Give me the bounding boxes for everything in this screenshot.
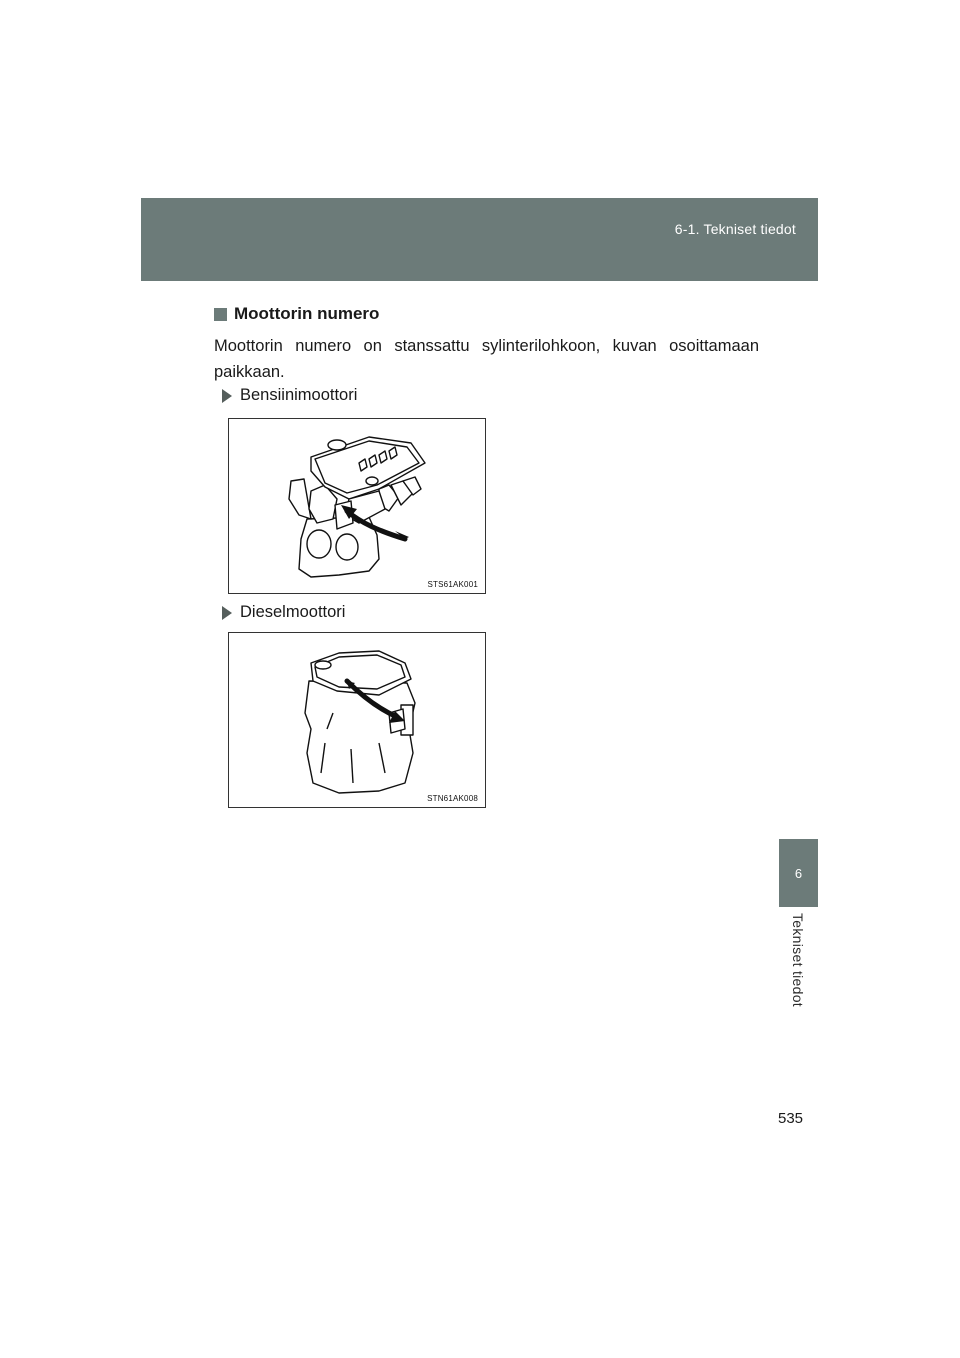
square-bullet-icon <box>214 308 227 321</box>
figure-diesel-engine <box>228 632 486 808</box>
item-diesel-label: Dieselmoottori <box>240 603 346 621</box>
chapter-number: 6 <box>794 865 803 881</box>
heading-text: Moottorin numero <box>234 304 380 323</box>
triangle-bullet-icon <box>222 389 232 403</box>
chapter-tab[interactable] <box>779 839 818 907</box>
triangle-bullet-icon <box>222 606 232 620</box>
item-petrol-label: Bensiinimoottori <box>240 386 358 404</box>
section-title: 6-1. Tekniset tiedot <box>674 221 796 237</box>
figure-code-petrol: STS61AK001 <box>427 580 478 589</box>
diesel-engine-illustration <box>229 633 485 807</box>
page-number: 535 <box>778 1110 804 1127</box>
petrol-engine-illustration <box>229 419 485 593</box>
item-diesel <box>222 603 345 622</box>
header-band <box>141 198 818 281</box>
chapter-label: Tekniset tiedot <box>790 913 806 1007</box>
figure-petrol-engine <box>228 418 486 594</box>
section-heading <box>214 304 759 324</box>
item-petrol <box>222 386 357 405</box>
figure-code-diesel: STN61AK008 <box>427 794 478 803</box>
content <box>214 304 759 385</box>
description-paragraph: Moottorin numero on stanssattu sylinterilohkoon, kuvan osoittamaan paikkaan. <box>214 337 759 381</box>
